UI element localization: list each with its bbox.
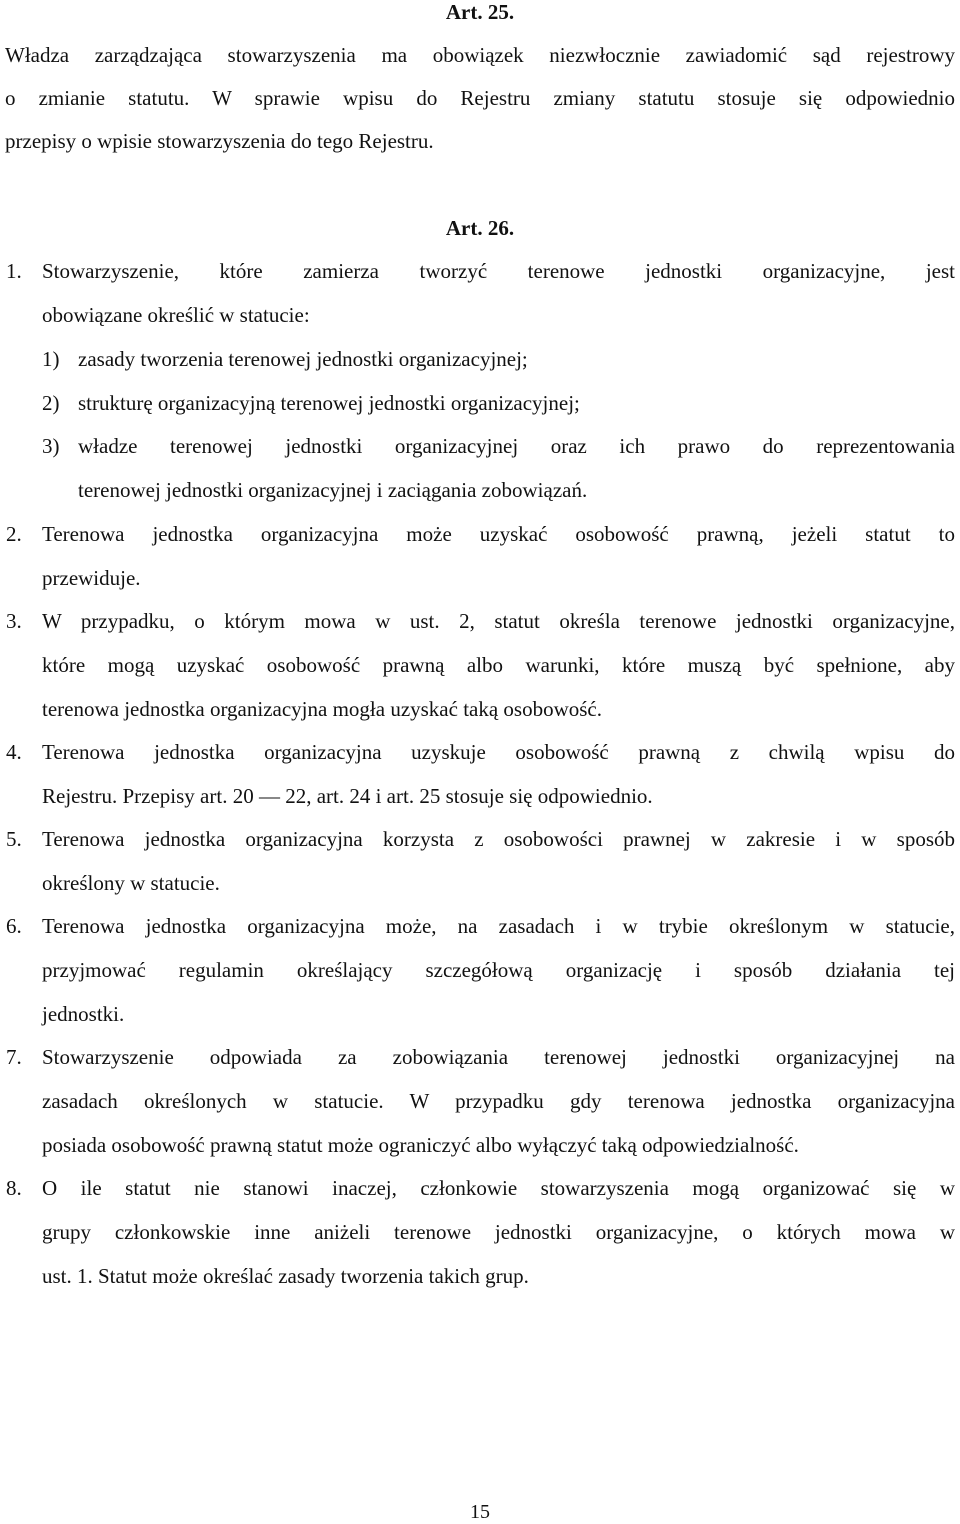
list-item-number: 2) xyxy=(42,391,60,415)
paragraph-text-line: określony w statucie. xyxy=(42,871,220,895)
paragraph-text-line: obowiązane określić w statucie: xyxy=(42,303,310,327)
paragraph-number: 8. xyxy=(6,1176,22,1200)
paragraph-text-line: jednostki. xyxy=(42,1002,125,1026)
paragraph-text-line: Terenowa jednostka organizacyjna korzysta z osobowości prawnej w zakresie i w sposób xyxy=(42,827,955,851)
list-item-text: zasady tworzenia terenowej jednostki organizacyjnej; xyxy=(78,347,528,371)
paragraph-text-line: Terenowa jednostka organizacyjna może uzyskać osobowość prawną, jeżeli statut to xyxy=(42,522,955,546)
paragraph-text-line: przewiduje. xyxy=(42,566,141,590)
paragraph-number: 1. xyxy=(6,259,22,283)
list-item-number: 3) xyxy=(42,434,60,458)
paragraph-text-line: W przypadku, o którym mowa w ust. 2, statut określa terenowe jednostki organizacyjne, xyxy=(42,609,955,633)
page-number: 15 xyxy=(470,1501,490,1523)
paragraph-text-line: które mogą uzyskać osobowość prawną albo warunki, które muszą być spełnione, aby xyxy=(42,653,955,677)
article-26-heading: Art. 26. xyxy=(445,216,515,240)
article-25-heading: Art. 25. xyxy=(445,0,515,24)
paragraph-number: 2. xyxy=(6,522,22,546)
art25-text-line: przepisy o wpisie stowarzyszenia do tego Rejestru. xyxy=(5,129,434,153)
paragraph-text-line: Rejestru. Przepisy art. 20 — 22, art. 24 i art. 25 stosuje się odpowiednio. xyxy=(42,784,653,808)
art25-text-line: Władza zarządzająca stowarzyszenia ma obowiązek niezwłocznie zawiadomić sąd rejestrowy xyxy=(5,43,955,67)
paragraph-text-line: O ile statut nie stanowi inaczej, członkowie stowarzyszenia mogą organizować się w xyxy=(42,1176,955,1200)
art25-text-line: o zmianie statutu. W sprawie wpisu do Rejestru zmiany statutu stosuje się odpowiednio xyxy=(5,86,955,110)
paragraph-text-line: Stowarzyszenie odpowiada za zobowiązania terenowej jednostki organizacyjnej na xyxy=(42,1045,955,1069)
paragraph-text-line: Terenowa jednostka organizacyjna uzyskuje osobowość prawną z chwilą wpisu do xyxy=(42,740,955,764)
list-item-number: 1) xyxy=(42,347,60,371)
paragraph-number: 7. xyxy=(6,1045,22,1069)
paragraph-text-line: Terenowa jednostka organizacyjna może, na zasadach i w trybie określonym w statucie, xyxy=(42,914,955,938)
paragraph-text-line: zasadach określonych w statucie. W przypadku gdy terenowa jednostka organizacyjna xyxy=(42,1089,955,1113)
paragraph-text-line: terenowa jednostka organizacyjna mogła uzyskać taką osobowość. xyxy=(42,697,603,721)
list-item-text: strukturę organizacyjną terenowej jednostki organizacyjnej; xyxy=(78,391,580,415)
list-item-text: terenowej jednostki organizacyjnej i zaciągania zobowiązań. xyxy=(78,478,588,502)
paragraph-text-line: Stowarzyszenie, które zamierza tworzyć terenowe jednostki organizacyjne, jest xyxy=(42,259,955,283)
paragraph-text-line: posiada osobowość prawną statut może ograniczyć albo wyłączyć taką odpowiedzialność. xyxy=(42,1133,799,1157)
paragraph-number: 3. xyxy=(6,609,22,633)
paragraph-text-line: grupy członkowskie inne aniżeli terenowe jednostki organizacyjne, o których mowa w xyxy=(42,1220,955,1244)
paragraph-number: 4. xyxy=(6,740,22,764)
list-item-text: władze terenowej jednostki organizacyjnej oraz ich prawo do reprezentowania xyxy=(78,434,955,458)
paragraph-number: 5. xyxy=(6,827,22,851)
paragraph-number: 6. xyxy=(6,914,22,938)
paragraph-text-line: ust. 1. Statut może określać zasady tworzenia takich grup. xyxy=(42,1264,529,1288)
paragraph-text-line: przyjmować regulamin określający szczegółową organizację i sposób działania tej xyxy=(42,958,955,982)
